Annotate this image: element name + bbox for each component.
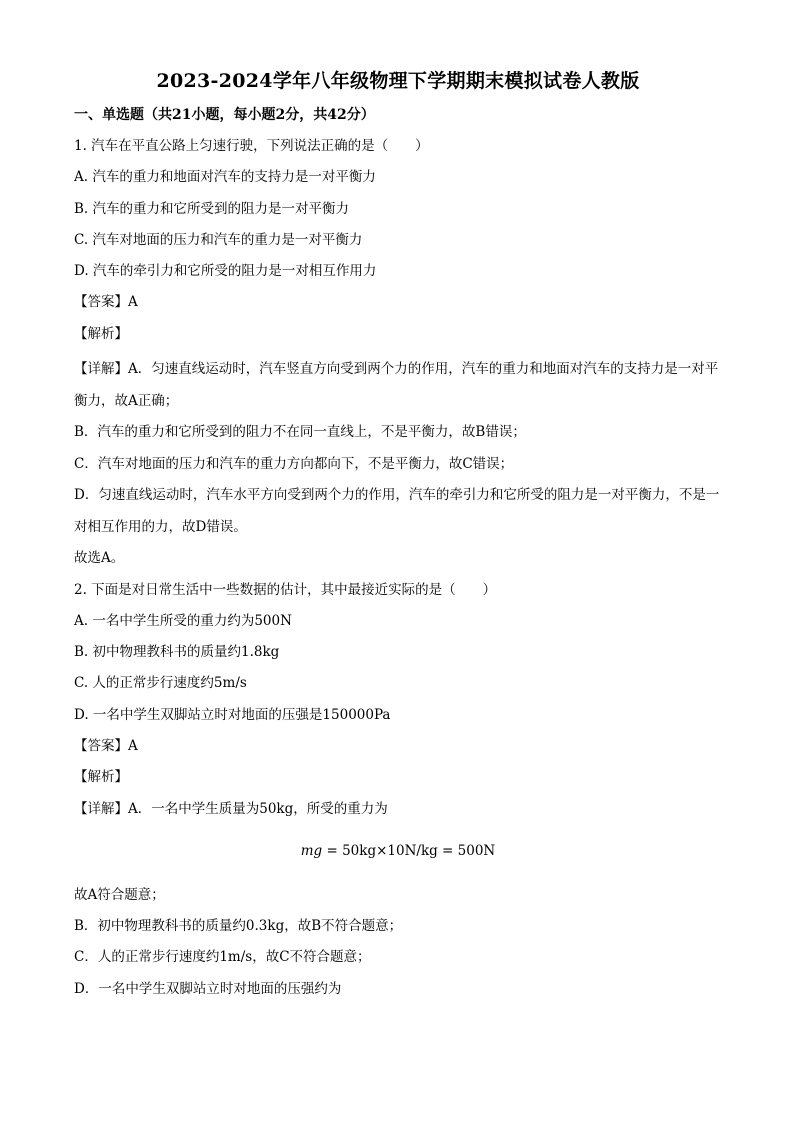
formula-rhs: = 50kg×10N/kg = 500N: [322, 842, 496, 859]
option-b: B. 汽车的重力和它所受到的阻力是一对平衡力: [74, 200, 350, 217]
detail-d: D．一名中学生双脚站立时对地面的压强约为: [74, 980, 342, 997]
detail-a: 【详解】A．一名中学生质量为50kg，所受的重力为: [74, 800, 388, 817]
option-c: C. 汽车对地面的压力和汽车的重力是一对平衡力: [74, 231, 363, 248]
formula-lhs: mg: [300, 842, 323, 859]
section-heading: 一、单选题（共21小题，每小题2分，共42分）: [74, 107, 375, 123]
question-stem: 2. 下面是对日常生活中一些数据的估计，其中最接近实际的是（ ）: [74, 581, 497, 598]
analysis-label: 【解析】: [74, 325, 128, 342]
answer-label: 【答案】A: [74, 294, 138, 311]
question-stem: 1. 汽车在平直公路上匀速行驶，下列说法正确的是（ ）: [74, 138, 429, 154]
option-b: B. 初中物理教科书的质量约1.8kg: [74, 644, 280, 661]
page-title: 2023-2024学年八年级物理下学期期末模拟试卷人教版: [156, 70, 640, 92]
option-a: A. 一名中学生所受的重力约为500N: [74, 612, 292, 629]
detail-d: D．匀速直线运动时，汽车水平方向受到两个力的作用，汽车的牵引力和它所受的阻力是一对平衡力，不是一对相互作用的力，故D错误。: [74, 487, 720, 535]
detail-a: 【详解】A．匀速直线运动时，汽车竖直方向受到两个力的作用，汽车的重力和地面对汽车的支持力是一对平衡力，故A正确；: [74, 361, 719, 409]
question-1: [74, 135, 722, 575]
analysis-label: 【解析】: [74, 769, 128, 786]
option-a: A. 汽车的重力和地面对汽车的支持力是一对平衡力: [74, 169, 376, 186]
option-c: C. 人的正常步行速度约5m/s: [74, 675, 247, 692]
conclusion: 故选A。: [74, 550, 125, 567]
detail-a-tail: 故A符合题意；: [74, 886, 165, 903]
detail-c: C．人的正常步行速度约1m/s，故C不符合题意；: [74, 949, 371, 966]
detail-c: C．汽车对地面的压力和汽车的重力方向都向下，不是平衡力，故C错误；: [74, 455, 514, 472]
question-2: [74, 579, 722, 1000]
formula: [74, 840, 722, 862]
detail-b: B．初中物理教科书的质量约0.3kg，故B不符合题意；: [74, 917, 403, 934]
answer-label: 【答案】A: [74, 738, 138, 755]
option-d: D. 一名中学生双脚站立时对地面的压强是150000Pa: [74, 706, 391, 723]
detail-b: B．汽车的重力和它所受到的阻力不在同一直线上，不是平衡力，故B错误；: [74, 424, 526, 441]
option-d: D. 汽车的牵引力和它所受的阻力是一对相互作用力: [74, 263, 377, 280]
